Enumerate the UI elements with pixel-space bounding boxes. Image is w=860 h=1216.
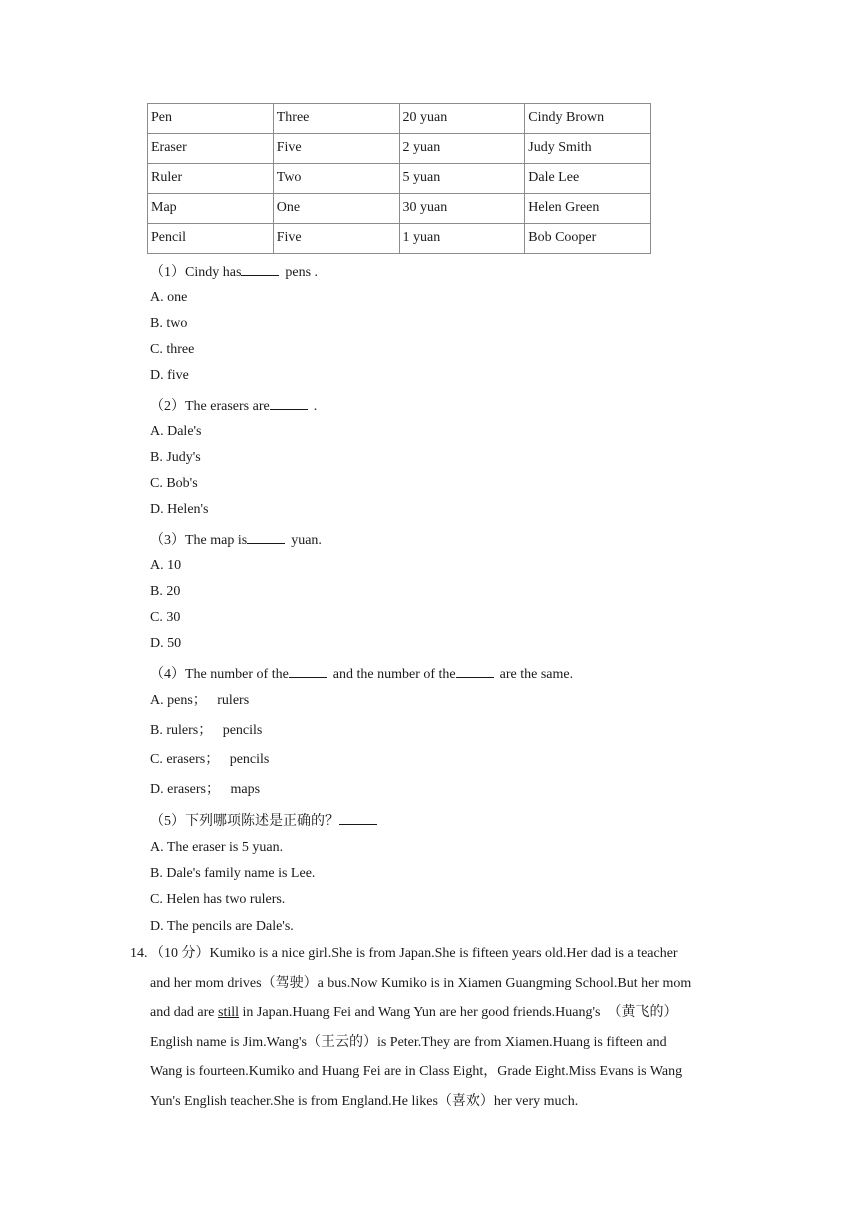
table-cell: Two <box>273 164 399 194</box>
table-cell: Cindy Brown <box>525 104 651 134</box>
question-stem: （1）Cindy has pens . <box>150 261 318 282</box>
underlined-word: still <box>218 1005 240 1020</box>
question-stem: （4）The number of the and the number of the are the same. <box>150 663 573 684</box>
table-cell: 1 yuan <box>399 224 525 254</box>
table-row <box>148 224 651 254</box>
answer-blank[interactable] <box>289 663 327 678</box>
question-stem: （5）下列哪项陈述是正确的？ <box>150 810 377 831</box>
answer-option: B. two <box>150 316 188 331</box>
question-stem: （3）The map is yuan. <box>150 529 322 550</box>
answer-option: A. pens； rulers <box>150 693 250 708</box>
passage-line-6: Yun's English teacher.She is from England.He likes（喜欢）her very much. <box>150 1094 579 1109</box>
table-row <box>148 134 651 164</box>
answer-option: B. Dale's family name is Lee. <box>150 866 316 881</box>
answer-option: C. Helen has two rulers. <box>150 892 286 907</box>
answer-option: B. 20 <box>150 584 181 599</box>
table-cell: 20 yuan <box>399 104 525 134</box>
answer-option: A. 10 <box>150 558 182 573</box>
table-cell: 5 yuan <box>399 164 525 194</box>
answer-option: A. Dale's <box>150 424 202 439</box>
answer-blank[interactable] <box>339 810 377 825</box>
table-cell: Pen <box>148 104 274 134</box>
answer-option: D. 50 <box>150 636 182 651</box>
answer-option: C. Bob's <box>150 476 198 491</box>
table-cell: Judy Smith <box>525 134 651 164</box>
answer-blank[interactable] <box>270 395 308 410</box>
answer-option: C. erasers； pencils <box>150 752 270 767</box>
passage-line-1: （10 分）Kumiko is a nice girl.She is from Japan.She is fifteen years old.Her dad is a teacher <box>150 946 678 961</box>
table-cell: 2 yuan <box>399 134 525 164</box>
table-cell: One <box>273 194 399 224</box>
answer-option: D. five <box>150 368 189 383</box>
table-row <box>148 104 651 134</box>
table-cell: Helen Green <box>525 194 651 224</box>
table-cell: Three <box>273 104 399 134</box>
table-row <box>148 164 651 194</box>
answer-option: B. Judy's <box>150 450 201 465</box>
answer-option: D. Helen's <box>150 502 209 517</box>
answer-blank[interactable] <box>456 663 494 678</box>
answer-option: A. one <box>150 290 188 305</box>
table-cell: Bob Cooper <box>525 224 651 254</box>
question-stem: （2）The erasers are . <box>150 395 317 416</box>
answer-option: B. rulers； pencils <box>150 723 263 738</box>
table-cell: Five <box>273 224 399 254</box>
table-cell: Five <box>273 134 399 164</box>
passage-line-2: and her mom drives（驾驶）a bus.Now Kumiko is in Xiamen Guangming School.But her mom <box>150 976 692 991</box>
answer-blank[interactable] <box>247 529 285 544</box>
table-cell: Dale Lee <box>525 164 651 194</box>
answer-option: D. The pencils are Dale's. <box>150 919 294 934</box>
passage-line-5: Wang is fourteen.Kumiko and Huang Fei are in Class Eight，Grade Eight.Miss Evans is Wang <box>150 1064 683 1079</box>
answer-option: C. 30 <box>150 610 181 625</box>
info-table <box>147 103 651 254</box>
table-cell: Pencil <box>148 224 274 254</box>
answer-option: C. three <box>150 342 195 357</box>
table-row <box>148 194 651 224</box>
table-cell: 30 yuan <box>399 194 525 224</box>
answer-blank[interactable] <box>241 261 279 276</box>
answer-option: D. erasers； maps <box>150 782 261 797</box>
passage-line-3: and dad are still in Japan.Huang Fei and Wang Yun are her good friends.Huang's （黄飞的） <box>150 1005 678 1020</box>
table-cell: Eraser <box>148 134 274 164</box>
question-number: 14. <box>130 946 148 961</box>
table-cell: Ruler <box>148 164 274 194</box>
table-cell: Map <box>148 194 274 224</box>
answer-option: A. The eraser is 5 yuan. <box>150 840 284 855</box>
passage-line-4: English name is Jim.Wang's（王云的）is Peter.They are from Xiamen.Huang is fifteen and <box>150 1035 667 1050</box>
